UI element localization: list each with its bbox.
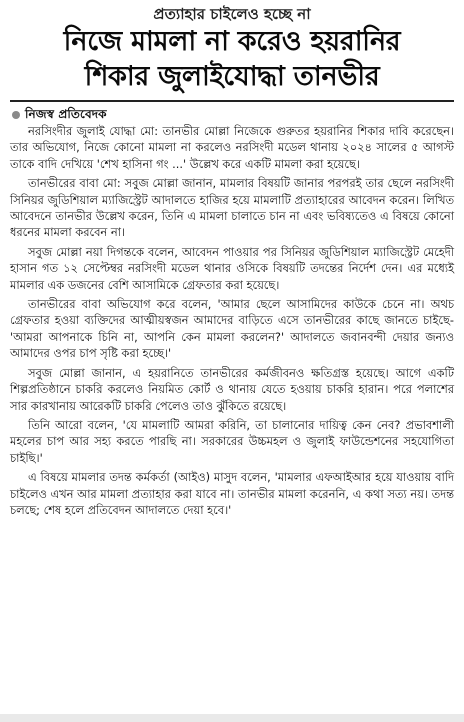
paragraph-4: তানভীরের বাবা অভিযোগ করে বলেন, 'আমার ছেলে আসামিদের কাউকে চেনে না। অথচ গ্রেফতার হওয়া ব্যক্তিদের আত্মীয়স্বজন আমাদের বাড়িতে এসে তানভীরের কাছে জানতে চাইছে- 'আমরা আপনাকে চিনি না, আপনি কেন মামলা করলেন?' আদালতে জবানবন্দী দেয়ার জন্যও আমাদের ওপর চাপ সৃষ্টি করা হচ্ছে।' (10, 297, 454, 361)
byline (12, 106, 454, 123)
paragraph-5: সবুজ মোল্লা জানান, এ হয়রানিতে তানভীরের কর্মজীবনও ক্ষতিগ্রস্ত হয়েছে। আগে একটি শিল্পপ্রতিষ্ঠানে চাকরি করলেও নিয়মিত কোর্ট ও থানায় যেতে হওয়ায় চাকরি হারান। পরে পলাশের সার কারখানায় আরেকটি চাকরি পেলেও তাও ঝুঁকিতে রয়েছে। (10, 365, 454, 413)
headline-divider (10, 100, 454, 102)
byline-text: নিজস্ব প্রতিবেদক (25, 107, 107, 121)
paragraph-1: নরসিংদীর জুলাই যোদ্ধা মো: তানভীর মোল্লা নিজেকে গুরুতর হয়রানির শিকার দাবি করেছেন। তার অভিযোগ, নিজে কোনো মামলা না করলেও নরসিংদী মডেল থানায় ২০২৪ সালের ৫ আগস্ট তাকে বাদি দেখিয়ে 'শেখ হাসিনা গং ...' উল্লেখ করে একটি মামলা করা হয়েছে। (10, 124, 454, 171)
headline-line-2: শিকার জুলাইযোদ্ধা তানভীর (84, 61, 380, 92)
article-kicker: প্রত্যাহার চাইলেও হচ্ছে না (153, 5, 311, 23)
page-bottom-strip (0, 714, 464, 722)
bullet-icon (12, 111, 20, 119)
paragraph-7: এ বিষয়ে মামলার তদন্ত কর্মকর্তা (আইও) মাসুদ বলেন, 'মামলার এফআইআর হয়ে যাওয়ায় বাদি চাইলেও এখন আর মামলা প্রত্যাহার করা যাবে না। তানভীর মামলা করেননি, এ কথা সত্য নয়। তদন্ত চলছে; শেষ হলে প্রতিবেদন আদালতে দেয়া হবে।' (10, 470, 454, 517)
paragraph-3: সবুজ মোল্লা নয়া দিগন্তকে বলেন, আবেদন পাওয়ার পর সিনিয়র জুডিশিয়াল ম্যাজিস্ট্রেট মেহেদী হাসান গত ১২ সেপ্টেম্বর নরসিংদী মডেল থানার ওসিকে বিষয়টি তদন্তের নির্দেশ দেন। এর মধ্যেই মামলার এক ডজনের বেশি আসামিকে গ্রেফতার করা হয়েছে। (10, 244, 454, 292)
article-body (10, 123, 454, 518)
paragraph-6: তিনি আরো বলেন, 'যে মামলাটি আমরা করিনি, তা চালানোর দায়িত্ব কেন নেব? প্রভাবশালী মহলের চাপ আর সহ্য করতে পারছি না। সরকারের উচ্চমহল ও জুলাই ফাউন্ডেশনের সহযোগিতা চাইছি।' (10, 417, 454, 465)
paragraph-2: তানভীরের বাবা মো: সবুজ মোল্লা জানান, মামলার বিষয়টি জানার পরপরই তার ছেলে নরসিংদী সিনিয়র জুডিশিয়াল ম্যাজিস্ট্রেট আদালতে হাজির হয়ে মামলাটি প্রত্যাহারের আবেদন করেন। লিখিত আবেদনে তানভীর উল্লেখ করেন, তিনি এ মামলা চালাতে চান না এবং ভবিষ্যতেও এ বিষয়ে কোনো ধরনের মামলা করবেন না। (10, 176, 454, 240)
headline-line-1: নিজে মামলা না করেও হয়রানির (63, 26, 401, 57)
